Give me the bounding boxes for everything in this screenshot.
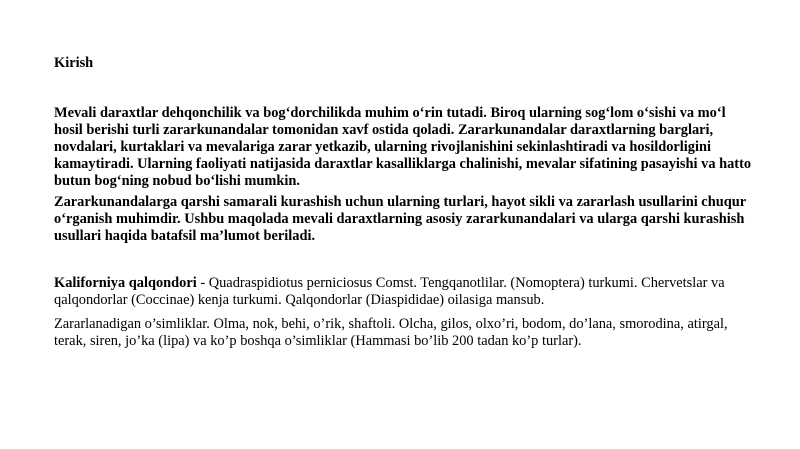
section-heading: Kirish bbox=[54, 55, 94, 71]
intro-paragraph-1: Mevali daraxtlar dehqonchilik va bog‘dorchilikda muhim o‘rin tutadi. Biroq ularning sog‘lom o‘sishi va mo‘l hosil berishi turli zararkunandalar tomonidan xavf ostida qoladi. Zararkunandalar daraxtlarning barglari, novdalari, kurtaklari va mevalariga zarar yetkazib, ularning rivojlanishini sekinlashtiradi va hosildorligini kamaytiradi. Ularning faoliyati natijasida daraxtlar kasalliklarga chalinishi, mevalar sifatining pasayishi va hatto butun bog‘ning nobud bo‘lishi mumkin. bbox=[54, 105, 752, 189]
pest-entry-paragraph bbox=[54, 275, 754, 309]
intro-paragraph-2: Zararkunandalarga qarshi samarali kurashish uchun ularning turlari, hayot sikli va zararlash usullarini chuqur o‘rganish muhimdir. Ushbu maqolada mevali daraxtlarning asosiy zararkunandalari va ularga qarshi kurashish usullari haqida batafsil ma’lumot beriladi. bbox=[54, 194, 746, 244]
affected-plants-paragraph: Zararlanadigan o’simliklar. Olma, nok, behi, o’rik, shaftoli. Olcha, gilos, olxo’ri, bodom, do’lana, smorodina, atirgal, terak, siren, jo’ka (lipa) va ko’p boshqa o’simliklar (Hammasi bo’lib 200 tadan ko’p turlar). bbox=[54, 316, 728, 349]
pest-name: Kaliforniya qalqondori bbox=[54, 275, 197, 291]
pest-description: - Quadraspidiotus perniciosus Comst. Tengqanotlilar. (Nomoptera) turkumi. Chervetslar va qalqondorlar (Coccinae) kenja turkumi. Qalqondorlar (Diaspididae) oilasiga mansub. bbox=[54, 275, 725, 308]
